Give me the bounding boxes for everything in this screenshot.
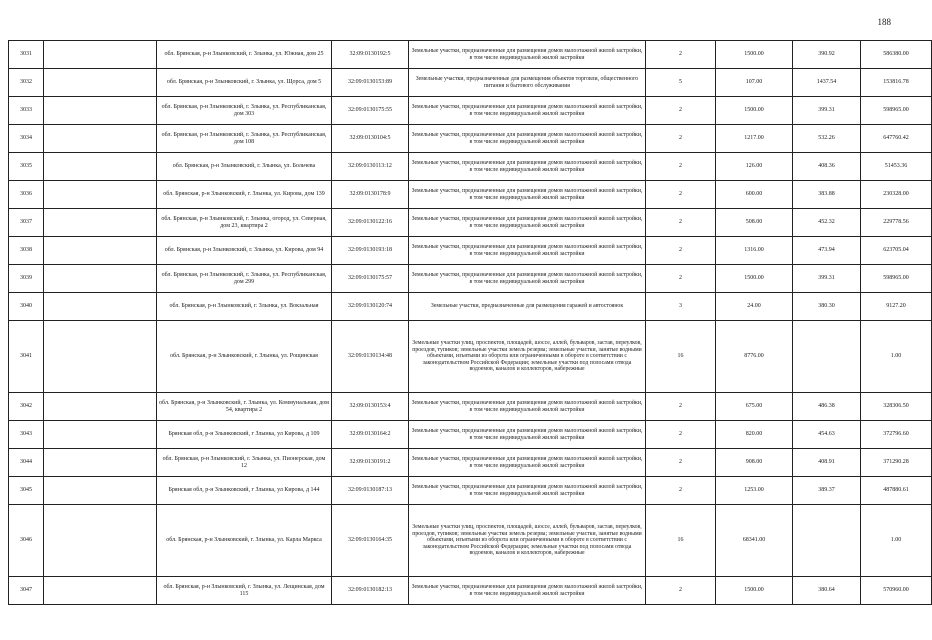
land-use-cell: Земельные участки, предназначенные для размещения домов малоэтажной жилой застройки, в том числе индивидуальной жилой застройки bbox=[409, 153, 646, 181]
specific-value-cell: 452.32 bbox=[793, 209, 861, 237]
use-code-cell: 2 bbox=[646, 577, 716, 605]
row-number: 3046 bbox=[9, 505, 44, 577]
specific-value-cell: 390.92 bbox=[793, 41, 861, 69]
land-use-cell: Земельные участки, предназначенные для размещения домов малоэтажной жилой застройки, в том числе индивидуальной жилой застройки bbox=[409, 449, 646, 477]
row-number: 3033 bbox=[9, 97, 44, 125]
cadastral-number-cell: 32:09:0130122:16 bbox=[332, 209, 409, 237]
land-use-cell: Земельные участки, предназначенные для размещения домов малоэтажной жилой застройки, в том числе индивидуальной жилой застройки bbox=[409, 421, 646, 449]
row-number: 3032 bbox=[9, 69, 44, 97]
area-cell: 107.00 bbox=[716, 69, 793, 97]
specific-value-cell bbox=[793, 505, 861, 577]
use-code-cell: 2 bbox=[646, 477, 716, 505]
address-cell: обл. Брянская, р-н Злынковский, г. Злынка, ул. Пионерская, дом 12 bbox=[157, 449, 332, 477]
table-row bbox=[9, 421, 932, 449]
cadastral-number-cell: 32:09:0130175:55 bbox=[332, 97, 409, 125]
row-number: 3036 bbox=[9, 181, 44, 209]
cadastral-value-cell: 371290.28 bbox=[861, 449, 932, 477]
cadastral-value-cell: 623705.04 bbox=[861, 237, 932, 265]
area-cell: 1500.00 bbox=[716, 577, 793, 605]
empty-cell bbox=[44, 421, 157, 449]
address-cell: обл. Брянская, р-н Злынковский, г. Злынка, огород, ул. Северная, дом 23, квартира 2 bbox=[157, 209, 332, 237]
use-code-cell: 16 bbox=[646, 321, 716, 393]
cadastral-value-cell: 372796.60 bbox=[861, 421, 932, 449]
cadastral-value-cell: 1.00 bbox=[861, 505, 932, 577]
table-row bbox=[9, 237, 932, 265]
empty-cell bbox=[44, 181, 157, 209]
specific-value-cell: 532.26 bbox=[793, 125, 861, 153]
area-cell: 1500.00 bbox=[716, 97, 793, 125]
use-code-cell: 2 bbox=[646, 97, 716, 125]
use-code-cell: 2 bbox=[646, 153, 716, 181]
land-use-cell: Земельные участки, предназначенные для размещения домов малоэтажной жилой застройки, в том числе индивидуальной жилой застройки bbox=[409, 181, 646, 209]
row-number: 3038 bbox=[9, 237, 44, 265]
land-use-cell: Земельные участки, предназначенные для размещения гаражей и автостоянок bbox=[409, 293, 646, 321]
empty-cell bbox=[44, 41, 157, 69]
page-number: 188 bbox=[877, 17, 891, 27]
empty-cell bbox=[44, 69, 157, 97]
cadastral-value-cell: 229778.56 bbox=[861, 209, 932, 237]
use-code-cell: 2 bbox=[646, 393, 716, 421]
table-row bbox=[9, 477, 932, 505]
land-use-cell: Земельные участки, предназначенные для размещения домов малоэтажной жилой застройки, в том числе индивидуальной жилой застройки bbox=[409, 577, 646, 605]
cadastral-value-cell: 51453.36 bbox=[861, 153, 932, 181]
cadastral-value-cell: 570960.00 bbox=[861, 577, 932, 605]
cadastral-value-cell: 586380.00 bbox=[861, 41, 932, 69]
row-number: 3034 bbox=[9, 125, 44, 153]
use-code-cell: 2 bbox=[646, 125, 716, 153]
address-cell: обл. Брянская, р-н Злынковский, г. Злынка, ул. Кирова, дом 139 bbox=[157, 181, 332, 209]
empty-cell bbox=[44, 321, 157, 393]
use-code-cell: 2 bbox=[646, 181, 716, 209]
specific-value-cell: 380.30 bbox=[793, 293, 861, 321]
cadastral-number-cell: 32:09:0130193:18 bbox=[332, 237, 409, 265]
empty-cell bbox=[44, 293, 157, 321]
cadastral-number-cell: 32:09:0130192:5 bbox=[332, 41, 409, 69]
cadastral-number-cell: 32:09:0130164:35 bbox=[332, 505, 409, 577]
empty-cell bbox=[44, 449, 157, 477]
cadastral-value-cell: 230328.00 bbox=[861, 181, 932, 209]
cadastral-value-table bbox=[8, 40, 932, 605]
table-row bbox=[9, 41, 932, 69]
address-cell: обл. Брянская, р-н Злынковский, г. Злынка, ул. Республиканская, дом 299 bbox=[157, 265, 332, 293]
address-cell: обл. Брянская, р-н Злынковский, г. Злынка, ул. Рощинская bbox=[157, 321, 332, 393]
specific-value-cell: 399.31 bbox=[793, 265, 861, 293]
specific-value-cell: 473.94 bbox=[793, 237, 861, 265]
area-cell: 1500.00 bbox=[716, 265, 793, 293]
row-number: 3043 bbox=[9, 421, 44, 449]
cadastral-value-cell: 487880.61 bbox=[861, 477, 932, 505]
row-number: 3045 bbox=[9, 477, 44, 505]
area-cell: 8776.00 bbox=[716, 321, 793, 393]
area-cell: 1500.00 bbox=[716, 41, 793, 69]
table-body bbox=[9, 41, 932, 605]
use-code-cell: 2 bbox=[646, 237, 716, 265]
land-use-cell: Земельные участки улиц, проспектов, площадей, шоссе, аллей, бульваров, застав, переулков, проездов, тупиков; земельные участки земель резерва; земельные участки, занятые водными объектами, изъятыми из оборота или ограниченными в обороте в соответствии с законодательством Российской Федерации; земельные участки под полосами отвода водоемов, каналов и коллекторов, набережные bbox=[409, 321, 646, 393]
table-row bbox=[9, 449, 932, 477]
cadastral-number-cell: 32:09:0130187:13 bbox=[332, 477, 409, 505]
land-use-cell: Земельные участки, предназначенные для размещения домов малоэтажной жилой застройки, в том числе индивидуальной жилой застройки bbox=[409, 97, 646, 125]
row-number: 3041 bbox=[9, 321, 44, 393]
land-use-cell: Земельные участки, предназначенные для размещения домов малоэтажной жилой застройки, в том числе индивидуальной жилой застройки bbox=[409, 393, 646, 421]
table-row bbox=[9, 181, 932, 209]
use-code-cell: 3 bbox=[646, 293, 716, 321]
address-cell: Брянская обл, р-н Злынковский, г Злынка, ул Кирова, д 109 bbox=[157, 421, 332, 449]
address-cell: обл. Брянская, р-н Злынковский, г. Злынка, ул. Республиканская, дом 108 bbox=[157, 125, 332, 153]
land-use-cell: Земельные участки, предназначенные для размещения домов малоэтажной жилой застройки, в том числе индивидуальной жилой застройки bbox=[409, 125, 646, 153]
area-cell: 820.00 bbox=[716, 421, 793, 449]
empty-cell bbox=[44, 265, 157, 293]
empty-cell bbox=[44, 125, 157, 153]
cadastral-number-cell: 32:09:0130178:9 bbox=[332, 181, 409, 209]
cadastral-number-cell: 32:09:0130191:2 bbox=[332, 449, 409, 477]
cadastral-value-cell: 598965.00 bbox=[861, 265, 932, 293]
specific-value-cell: 383.88 bbox=[793, 181, 861, 209]
table-row bbox=[9, 209, 932, 237]
cadastral-number-cell: 32:09:0130175:57 bbox=[332, 265, 409, 293]
cadastral-value-cell: 1.00 bbox=[861, 321, 932, 393]
table-row bbox=[9, 577, 932, 605]
specific-value-cell: 408.91 bbox=[793, 449, 861, 477]
area-cell: 1316.00 bbox=[716, 237, 793, 265]
land-use-cell: Земельные участки, предназначенные для размещения домов малоэтажной жилой застройки, в том числе индивидуальной жилой застройки bbox=[409, 237, 646, 265]
table-row bbox=[9, 505, 932, 577]
land-use-cell: Земельные участки улиц, проспектов, площадей, шоссе, аллей, бульваров, застав, переулков, проездов, тупиков; земельные участки земель резерва; земельные участки, занятые водными объектами, изъятыми из оборота или ограниченными в обороте в соответствии с законодательством Российской Федерации; земельные участки под полосами отвода водоемов, каналов и коллекторов, набережные bbox=[409, 505, 646, 577]
area-cell: 675.00 bbox=[716, 393, 793, 421]
address-cell: обл. Брянская, р-н Злынковский, г. Злынка, ул. Вокзальная bbox=[157, 293, 332, 321]
cadastral-number-cell: 32:09:0130153:4 bbox=[332, 393, 409, 421]
address-cell: обл. Брянская, р-н Злынковский, г. Злынка, ул. Южная, дом 25 bbox=[157, 41, 332, 69]
use-code-cell: 5 bbox=[646, 69, 716, 97]
row-number: 3031 bbox=[9, 41, 44, 69]
cadastral-value-cell: 153816.78 bbox=[861, 69, 932, 97]
row-number: 3039 bbox=[9, 265, 44, 293]
land-use-cell: Земельные участки, предназначенные для размещения объектов торговли, общественного питания и бытового обслуживания bbox=[409, 69, 646, 97]
address-cell: обл. Брянская, р-н Злынковский, г. Злынка, ул. Лещинская, дом 115 bbox=[157, 577, 332, 605]
table-row bbox=[9, 321, 932, 393]
table-row bbox=[9, 393, 932, 421]
land-use-cell: Земельные участки, предназначенные для размещения домов малоэтажной жилой застройки, в том числе индивидуальной жилой застройки bbox=[409, 265, 646, 293]
table-row bbox=[9, 153, 932, 181]
empty-cell bbox=[44, 237, 157, 265]
row-number: 3035 bbox=[9, 153, 44, 181]
area-cell: 908.00 bbox=[716, 449, 793, 477]
cadastral-number-cell: 32:09:0130134:48 bbox=[332, 321, 409, 393]
land-use-cell: Земельные участки, предназначенные для размещения домов малоэтажной жилой застройки, в том числе индивидуальной жилой застройки bbox=[409, 41, 646, 69]
use-code-cell: 2 bbox=[646, 421, 716, 449]
empty-cell bbox=[44, 153, 157, 181]
cadastral-value-cell: 598965.00 bbox=[861, 97, 932, 125]
area-cell: 68341.00 bbox=[716, 505, 793, 577]
specific-value-cell: 486.38 bbox=[793, 393, 861, 421]
specific-value-cell: 399.31 bbox=[793, 97, 861, 125]
specific-value-cell: 1437.54 bbox=[793, 69, 861, 97]
address-cell: обл. Брянская, р-н Злынковский, г. Злынка, ул. Карла Маркса bbox=[157, 505, 332, 577]
area-cell: 24.00 bbox=[716, 293, 793, 321]
row-number: 3044 bbox=[9, 449, 44, 477]
specific-value-cell: 389.37 bbox=[793, 477, 861, 505]
specific-value-cell: 454.63 bbox=[793, 421, 861, 449]
area-cell: 1253.00 bbox=[716, 477, 793, 505]
address-cell: обл. Брянская, р-н Злынковский, г. Злынка, ул. Щорса, дом 5 bbox=[157, 69, 332, 97]
specific-value-cell: 408.36 bbox=[793, 153, 861, 181]
table-row bbox=[9, 69, 932, 97]
row-number: 3042 bbox=[9, 393, 44, 421]
cadastral-number-cell: 32:09:0130153:89 bbox=[332, 69, 409, 97]
specific-value-cell: 380.64 bbox=[793, 577, 861, 605]
use-code-cell: 16 bbox=[646, 505, 716, 577]
table-row bbox=[9, 125, 932, 153]
cadastral-number-cell: 32:09:0130120:74 bbox=[332, 293, 409, 321]
cadastral-number-cell: 32:09:0130113:12 bbox=[332, 153, 409, 181]
table-row bbox=[9, 97, 932, 125]
area-cell: 600.00 bbox=[716, 181, 793, 209]
empty-cell bbox=[44, 97, 157, 125]
row-number: 3037 bbox=[9, 209, 44, 237]
area-cell: 508.00 bbox=[716, 209, 793, 237]
cadastral-number-cell: 32:09:0130164:2 bbox=[332, 421, 409, 449]
empty-cell bbox=[44, 393, 157, 421]
address-cell: обл. Брянская, р-н Злынковский, г. Злынка, ул. Коммунальная, дом 54, квартира 2 bbox=[157, 393, 332, 421]
specific-value-cell bbox=[793, 321, 861, 393]
empty-cell bbox=[44, 477, 157, 505]
table-row bbox=[9, 293, 932, 321]
empty-cell bbox=[44, 209, 157, 237]
area-cell: 126.00 bbox=[716, 153, 793, 181]
row-number: 3047 bbox=[9, 577, 44, 605]
empty-cell bbox=[44, 577, 157, 605]
area-cell: 1217.00 bbox=[716, 125, 793, 153]
cadastral-number-cell: 32:09:0130104:5 bbox=[332, 125, 409, 153]
use-code-cell: 2 bbox=[646, 209, 716, 237]
use-code-cell: 2 bbox=[646, 41, 716, 69]
row-number: 3040 bbox=[9, 293, 44, 321]
address-cell: Брянская обл, р-н Злынковский, г Злынка, ул Кирова, д 144 bbox=[157, 477, 332, 505]
use-code-cell: 2 bbox=[646, 449, 716, 477]
address-cell: обл. Брянская, р-н Злынковский, г. Злынка, ул. Больчева bbox=[157, 153, 332, 181]
cadastral-number-cell: 32:09:0130182:13 bbox=[332, 577, 409, 605]
address-cell: обл. Брянская, р-н Злынковский, г. Злынка, ул. Республиканская, дом 303 bbox=[157, 97, 332, 125]
cadastral-value-cell: 9127.20 bbox=[861, 293, 932, 321]
empty-cell bbox=[44, 505, 157, 577]
land-use-cell: Земельные участки, предназначенные для размещения домов малоэтажной жилой застройки, в том числе индивидуальной жилой застройки bbox=[409, 209, 646, 237]
cadastral-value-cell: 647760.42 bbox=[861, 125, 932, 153]
table-row bbox=[9, 265, 932, 293]
use-code-cell: 2 bbox=[646, 265, 716, 293]
cadastral-value-cell: 328306.50 bbox=[861, 393, 932, 421]
address-cell: обл. Брянская, р-н Злынковский, г. Злынка, ул. Кирова, дом 94 bbox=[157, 237, 332, 265]
land-use-cell: Земельные участки, предназначенные для размещения домов малоэтажной жилой застройки, в том числе индивидуальной жилой застройки bbox=[409, 477, 646, 505]
